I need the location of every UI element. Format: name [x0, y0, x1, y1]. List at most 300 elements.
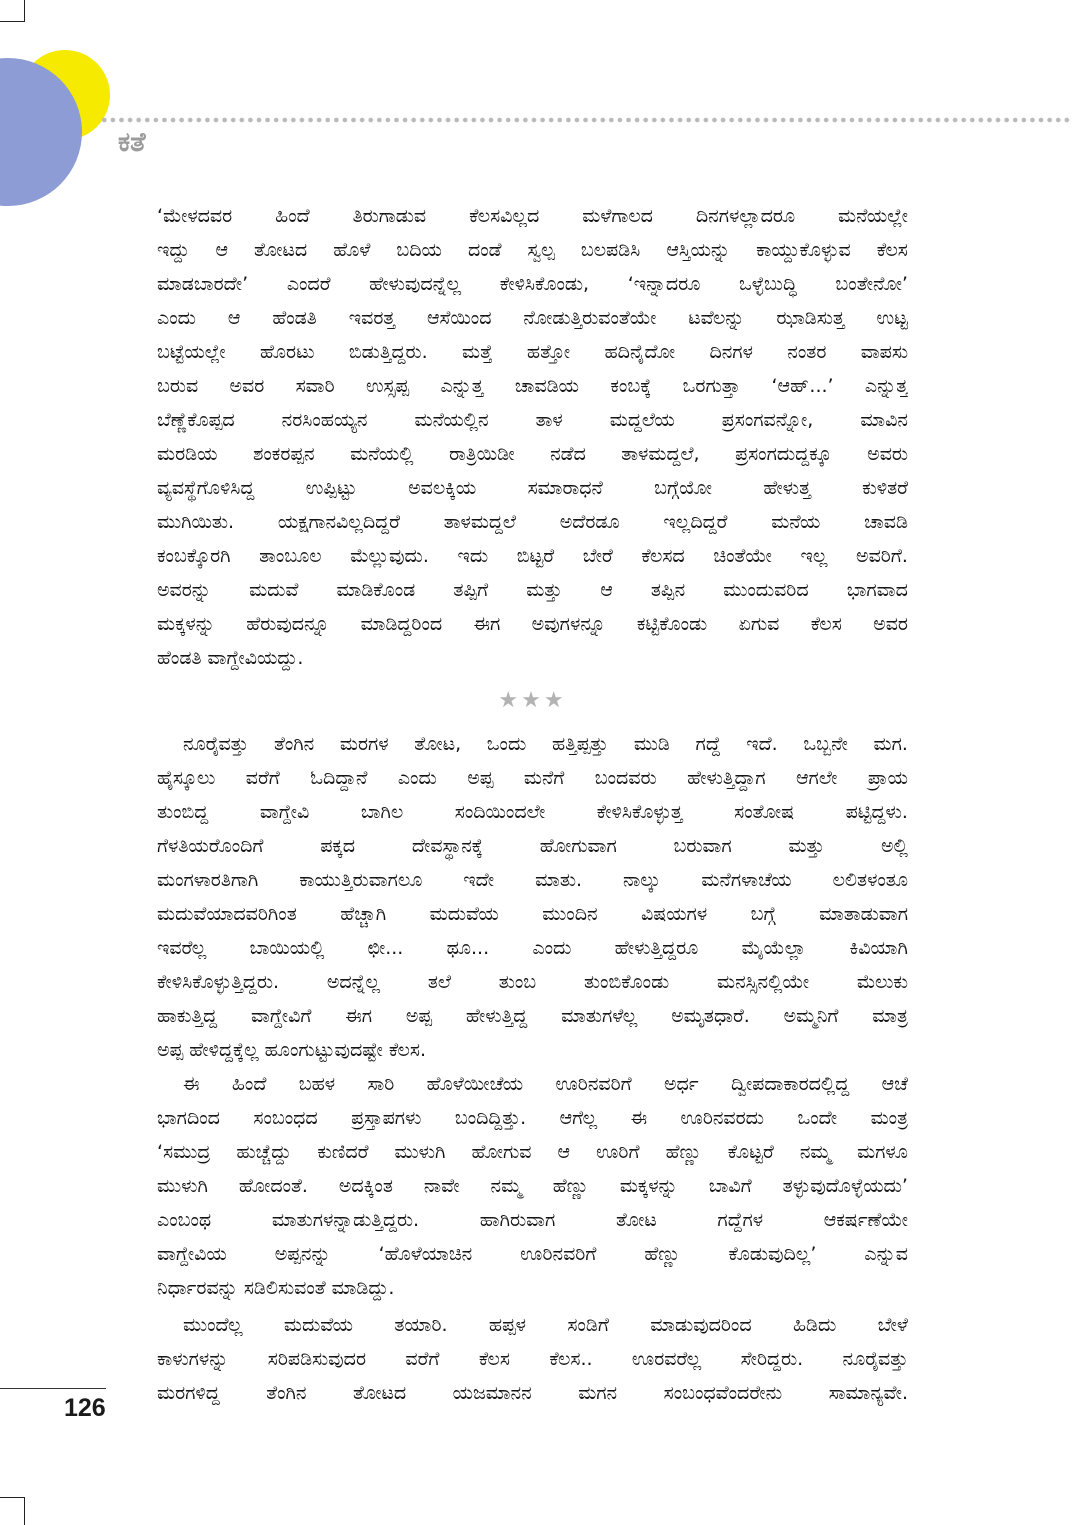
- word: ತೆಂಗಿನ: [274, 733, 315, 755]
- word: ಬಲಪಡಿಸಿ: [580, 239, 641, 261]
- word: ತಪ್ಪಿನ: [650, 579, 686, 601]
- word: ತೋಟ: [615, 1209, 657, 1231]
- word: ದಂಡೆ: [467, 239, 502, 261]
- word: ‘ಸಮುದ್ರ: [157, 1141, 211, 1163]
- word: ಹೆಣ್ಣು: [644, 1243, 681, 1265]
- word: ಮನೆಗೆ: [523, 767, 565, 789]
- word: ಬಗ್ಗೆ: [750, 903, 776, 925]
- text-line: [157, 999, 908, 1033]
- word: ತೋಟದ: [353, 1382, 407, 1404]
- word: ನರಸಿಂಹಯ್ಯನ: [281, 409, 368, 431]
- word: ಈಗ: [345, 1005, 373, 1027]
- word: ಸಂಬಂಧವೆಂದರೇನು: [663, 1382, 783, 1404]
- word: ಮರಡಿಯ: [157, 443, 218, 465]
- word: ಮರಗಳ: [339, 733, 389, 755]
- text-line: ಅಪ್ಪ ಹೇಳಿದ್ದಕ್ಕೆಲ್ಲ ಹೂಂಗುಟ್ಟುವುದಷ್ಟೇ ಕೆಲಸ.: [157, 1039, 426, 1061]
- word: ಕೆಲಸದ: [641, 545, 685, 567]
- word: ಚಿಂತೆಯೇ: [713, 545, 772, 567]
- word: ಹೇಳುತ್ತಿದ್ದಾಗ: [687, 767, 766, 789]
- text-line: [157, 795, 908, 829]
- word: ಮನಸ್ಸಿನಲ್ಲಿಯೇ: [717, 971, 810, 993]
- word: ನಂತರ: [787, 341, 827, 363]
- text-line: [157, 897, 908, 931]
- word: ಮುಗಿಯಿತು.: [157, 511, 235, 533]
- word: ಮದ್ದಲೆಯ: [609, 409, 675, 431]
- word: ತಿರುಗಾಡುವ: [352, 205, 427, 227]
- word: ಮಂತ್ರ: [870, 1107, 908, 1129]
- crop-mark-bottom-left: [24, 1497, 25, 1525]
- word: ತೋಟದ: [254, 239, 308, 261]
- word: ಭಾಗದಿಂದ: [157, 1107, 220, 1129]
- word: ರಾತ್ರಿಯಿಡೀ: [449, 443, 515, 465]
- text-line: [157, 931, 908, 965]
- word: ಕೊಟ್ಟರೆ: [727, 1141, 774, 1163]
- word: ಮೆಲುಕು: [856, 971, 908, 993]
- text-line: [157, 539, 908, 573]
- word: ಊರಿನವರಿಗೆ: [520, 1243, 597, 1265]
- word: ಉಪ್ಪಿಟ್ಟು: [305, 477, 357, 499]
- word: ಸಾಮಾನ್ಯವೇ.: [828, 1382, 908, 1404]
- word: ಬಂದವರು: [594, 767, 657, 789]
- word: ಹೆಚ್ಚಾಗಿ: [340, 903, 387, 925]
- word: ಇದೆ.: [746, 733, 778, 755]
- word: ಕುಳಿತರೆ: [862, 477, 908, 499]
- word: ಹೆಣ್ಣು: [665, 1141, 702, 1163]
- word: ಪಕ್ಕದ: [320, 835, 356, 857]
- word: ತುಂಬಿದ್ದ: [157, 801, 209, 823]
- word: ಮುಳುಗಿ: [157, 1175, 208, 1197]
- word: ಮಳೆಗಾಲದ: [582, 205, 653, 227]
- word: ಉಟ್ಟ: [876, 307, 908, 329]
- word: ಮಕ್ಕಳನ್ನು: [157, 613, 215, 635]
- paragraph: [157, 1067, 908, 1305]
- word: ಬೆಣ್ಣೆಕೊಪ್ಪದ: [157, 409, 235, 431]
- word: ಮನೆಯಲ್ಲೇ: [838, 205, 908, 227]
- word: ಹೋಗುವ: [471, 1141, 532, 1163]
- word: ಬರುವ: [157, 375, 199, 397]
- word: ಮಗಳೂ: [857, 1141, 908, 1163]
- crop-mark-top-left: [0, 21, 25, 22]
- word: ಹಾಕುತ್ತಿದ್ದ: [157, 1005, 218, 1027]
- text-line: [157, 369, 908, 403]
- word: ಗದ್ದೆ: [695, 733, 721, 755]
- word: ಮಾತ್ರ: [872, 1005, 908, 1027]
- word: ತಯಾರಿ.: [394, 1314, 448, 1336]
- word: ಇದ್ದು: [157, 239, 190, 261]
- word: ಅಲ್ಲಿ: [881, 835, 908, 857]
- word: ಮರಗಳಿದ್ದ: [157, 1382, 220, 1404]
- word: ಕಾಯುತ್ತಿರುವಾಗಲೂ: [299, 869, 423, 891]
- text-line: [157, 727, 908, 761]
- word: ಆಚೆ: [881, 1073, 908, 1095]
- word: ಬಿಟ್ಟರೆ: [516, 545, 555, 567]
- word: ಅಮ್ಮನಿಗೆ: [783, 1005, 839, 1027]
- word: ಸಂತೋಷ: [734, 801, 795, 823]
- word: ವರೆಗೆ: [405, 1348, 440, 1370]
- section-label: ಕತೆ: [118, 127, 146, 158]
- word: ತಪ್ಪಿಗೆ: [453, 579, 489, 601]
- word: ಹೋದಂತೆ.: [238, 1175, 308, 1197]
- word: ಬೇಳೆ: [877, 1314, 908, 1336]
- word: ನಾವೇ: [423, 1175, 460, 1197]
- word: ಶಂಕರಪ್ಪನ: [252, 443, 315, 465]
- word: ಬಂದಿದ್ದಿತ್ತು.: [454, 1107, 527, 1129]
- text-line: [157, 437, 908, 471]
- word: ತಾಳ: [535, 409, 563, 431]
- word: ಇವರತ್ತ: [348, 307, 396, 329]
- text-line: [157, 1169, 908, 1203]
- word: ಹಾಗಿರುವಾಗ: [479, 1209, 556, 1231]
- paragraph: [157, 1308, 908, 1410]
- word: ಆಗೆಲ್ಲ: [559, 1107, 598, 1129]
- word: ತಲೆ: [427, 971, 451, 993]
- text-line: [157, 863, 908, 897]
- word: ಮಕ್ಕಳನ್ನು: [619, 1175, 678, 1197]
- word: ಟವೆಲನ್ನು: [688, 307, 745, 329]
- word: ಪ್ರಾಯ: [867, 767, 908, 789]
- word: ಹೊಳೆಯೀಚೆಯ: [426, 1073, 524, 1095]
- word: ‘ಹೊಳೆಯಾಚಿನ: [378, 1243, 473, 1265]
- word: ಮಾತುಗಳೆಲ್ಲ: [561, 1005, 638, 1027]
- word: ಮನೆಯಲ್ಲಿನ: [414, 409, 489, 431]
- word: ನೂರೈವತ್ತು: [183, 733, 249, 755]
- paragraph: [157, 727, 908, 1067]
- word: ಹೆಂಡತಿ: [272, 307, 317, 329]
- word: ಕೇಳಿಸಿಕೊಂಡು,: [499, 273, 590, 295]
- word: ಅದನ್ನೆಲ್ಲ: [326, 971, 381, 993]
- text-line: [157, 403, 908, 437]
- word: ಸಮಾರಾಧನೆ: [527, 477, 603, 499]
- word: ಅವಲಕ್ಕಿಯ: [408, 477, 477, 499]
- word: ಮದುವೆಯ: [283, 1314, 353, 1336]
- word: ಅಪ್ಪ: [467, 767, 494, 789]
- word: ಗದ್ದೆಗಳ: [717, 1209, 764, 1231]
- text-line: ಹೆಂಡತಿ ವಾಗ್ದೇವಿಯದ್ದು.: [157, 647, 304, 669]
- word: ಇದು: [457, 545, 489, 567]
- word: ಉಸ್ಸಪ್ಪ: [365, 375, 410, 397]
- word: ‘ಇನ್ನಾದರೂ: [627, 273, 701, 295]
- word: ವಿಷಯಗಳ: [641, 903, 708, 925]
- word: ಮಾಡಿದ್ದರಿಂದ: [360, 613, 443, 635]
- word: ಇವರೆಲ್ಲ: [157, 937, 207, 959]
- word: ಮೈಯೆಲ್ಲಾ: [741, 937, 807, 959]
- word: ಹತ್ತಿಪ್ಪತ್ತು: [551, 733, 609, 755]
- word: ತಳ್ಳುವುದೊಳ್ಳೆಯದು’: [782, 1175, 908, 1197]
- word: ಪ್ರಸಂಗವನ್ನೋ,: [721, 409, 814, 431]
- word: ಹೆರುವುದನ್ನೂ: [246, 613, 330, 635]
- word: ಮಂಗಳಾರತಿಗಾಗಿ: [157, 869, 259, 891]
- word: ಕಂಬಕ್ಕೊರಗಿ: [157, 545, 231, 567]
- word: ಭಾಗವಾದ: [846, 579, 908, 601]
- text-line: [157, 505, 908, 539]
- page-number: 126: [64, 1394, 106, 1422]
- word: ಮಗ.: [873, 733, 908, 755]
- word: ಏಗುವ: [738, 613, 780, 635]
- word: ಅದೆರಡೂ: [559, 511, 620, 533]
- word: ವಾಗ್ದೇವಿ: [259, 801, 310, 823]
- word: ಕೆಲಸವಿಲ್ಲದ: [469, 205, 540, 227]
- word: ಒಂದು: [486, 733, 527, 755]
- story-column: [157, 199, 908, 1410]
- word: ಸಾರಿ: [367, 1073, 395, 1095]
- word: ನಡೆದ: [550, 443, 586, 465]
- word: ಮುಳುಗಿ: [394, 1141, 446, 1163]
- word: ದಿನಗಳ: [709, 341, 753, 363]
- word: ಕೇಳಿಸಿಕೊಳ್ಳುತ್ತ: [596, 801, 683, 823]
- word: ಹೋಗುವಾಗ: [539, 835, 617, 857]
- word: ಮಾತಾಡುವಾಗ: [819, 903, 908, 925]
- word: ಮದುವೆ: [249, 579, 299, 601]
- word: ತಾಂಬೂಲ: [259, 545, 322, 567]
- word: ಛೀ...: [367, 937, 404, 959]
- word: ಕೆಲಸ: [810, 613, 842, 635]
- text-line: [157, 1203, 908, 1237]
- word: ಎಂದು: [157, 307, 196, 329]
- word: ಬರುವಾಗ: [673, 835, 732, 857]
- word: ಕಟ್ಟಿಕೊಂಡು: [636, 613, 708, 635]
- word: ಹೆಣ್ಣು: [552, 1175, 589, 1197]
- word: ತುಂಬಿಕೊಂಡು: [583, 971, 670, 993]
- word: ಮತ್ತು: [526, 579, 563, 601]
- word: ನಮ್ಮ: [799, 1141, 832, 1163]
- word: ಸ್ವಲ್ಪ: [527, 239, 555, 261]
- word: ಈ: [183, 1073, 200, 1095]
- word: ಗೆಳತಿಯರೊಂದಿಗೆ: [157, 835, 264, 857]
- word: ಬಟ್ಟೆಯಲ್ಲೇ: [157, 341, 226, 363]
- word: ಮನೆಯಲ್ಲಿ: [350, 443, 414, 465]
- word: ಝಾಡಿಸುತ್ತ: [776, 307, 845, 329]
- word: ಕೇಳಿಸಿಕೊಳ್ಳುತ್ತಿದ್ದರು.: [157, 971, 280, 993]
- word: ಕುಣಿದರೆ: [317, 1141, 369, 1163]
- word: ಯಕ್ಷಗಾನವಿಲ್ಲದಿದ್ದರೆ: [277, 511, 400, 533]
- text-line: [157, 1376, 908, 1410]
- word: ಸಂಬಂಧದ: [253, 1107, 318, 1129]
- word: ಅಮೃತಧಾರೆ.: [671, 1005, 750, 1027]
- word: ದ್ವೀಪದಾಕಾರದಲ್ಲಿದ್ದ: [731, 1073, 850, 1095]
- word: ಹೈಸ್ಕೂಲು: [157, 767, 216, 789]
- dotted-rule: [100, 117, 1072, 123]
- text-line: ನಿರ್ಧಾರವನ್ನು ಸಡಿಲಿಸುವಂತೆ ಮಾಡಿದ್ದು.: [157, 1277, 395, 1299]
- word: ಯಜಮಾನನ: [452, 1382, 532, 1404]
- word: ಕಿವಿಯಾಗಿ: [849, 937, 908, 959]
- word: ಒಳ್ಳೆಬುದ್ಧಿ: [739, 273, 797, 295]
- text-line: [157, 965, 908, 999]
- word: ಎಂದು: [532, 937, 572, 959]
- word: ಈ: [630, 1107, 648, 1129]
- word: ಆಸ್ತಿಯನ್ನು: [666, 239, 731, 261]
- word: ಇದೇ: [463, 869, 495, 891]
- word: ಅಪ್ಪ: [405, 1005, 432, 1027]
- word: ಆಸೆಯಿಂದ: [427, 307, 492, 329]
- word: ಹುಚ್ಚೆದ್ದು: [236, 1141, 292, 1163]
- word: ಮುಂದುವರಿದ: [723, 579, 809, 601]
- word: ಮಾತು.: [535, 869, 583, 891]
- crop-mark-top-left: [24, 0, 25, 22]
- word: ತೆಂಗಿನ: [266, 1382, 307, 1404]
- word: ಮಾಡಬಾರದೇ’: [157, 273, 249, 295]
- paragraph: [157, 199, 908, 675]
- word: ಮುಂದಿನ: [542, 903, 598, 925]
- word: ದಿನಗಳಲ್ಲಾದರೂ: [695, 205, 796, 227]
- word: ಮತ್ತು: [788, 835, 825, 857]
- word: ಹಪ್ಪಳ: [488, 1314, 526, 1336]
- word: ಊರಿಗೆ: [596, 1141, 640, 1163]
- word: ಬೇರೆ: [582, 545, 613, 567]
- word: ನಮ್ಮ: [490, 1175, 522, 1197]
- word: ಅವರು: [867, 443, 908, 465]
- word: ಕಾಯ್ದುಕೊಳ್ಳುವ: [756, 239, 851, 261]
- word: ವಾಗ್ದೇವಿಯ: [157, 1243, 227, 1265]
- text-line: [157, 1067, 908, 1101]
- word: ಹಿಂದೆ: [231, 1073, 267, 1095]
- word: ಬಿಡುತ್ತಿದ್ದರು.: [348, 341, 428, 363]
- word: ಎನ್ನುತ್ತ: [440, 375, 484, 397]
- word: ಊರಿನವರದು: [680, 1107, 764, 1129]
- word: ಊರವರೆಲ್ಲ: [631, 1348, 702, 1370]
- word: ಸವಾರಿ: [295, 375, 335, 397]
- word: ಹೊರಟು: [259, 341, 315, 363]
- text-line: [157, 335, 908, 369]
- word: ಈಗ: [473, 613, 501, 635]
- word: ಹೇಳುವುದನ್ನೆಲ್ಲ: [369, 273, 462, 295]
- word: ಮದುವೆಯಾದವರಿಗಿಂತ: [157, 903, 297, 925]
- word: ಹೊಳೆ: [333, 239, 371, 261]
- word: ಆಕರ್ಷಣೆಯೇ: [823, 1209, 908, 1231]
- word: ಮಾತುಗಳನ್ನಾಡುತ್ತಿದ್ದರು.: [271, 1209, 420, 1231]
- word: ಮನೆಯ: [771, 511, 821, 533]
- word: ಚಾವಡಿ: [864, 511, 908, 533]
- word: ಮೆಲ್ಲುವುದು.: [350, 545, 429, 567]
- word: ಒಬ್ಬನೇ: [803, 733, 848, 755]
- word: ಬಹಳ: [298, 1073, 336, 1095]
- word: ಥೂ...: [446, 937, 490, 959]
- word: ಇಲ್ಲದಿದ್ದರೆ: [663, 511, 728, 533]
- word: ಮತ್ತೆ: [462, 341, 493, 363]
- text-line: [157, 267, 908, 301]
- text-line: [157, 1308, 908, 1342]
- text-line: [157, 1135, 908, 1169]
- word: ನಾಲ್ಕು: [623, 869, 661, 891]
- word: ಬಗ್ಗೆಯೋ: [654, 477, 712, 499]
- word: ಕೆಲಸ..: [549, 1348, 593, 1370]
- scene-break-stars: ★★★: [498, 688, 567, 713]
- word: ಸಂಡಿಗೆ: [567, 1314, 609, 1336]
- text-line: [157, 1237, 908, 1271]
- word: ಮಗನ: [578, 1382, 618, 1404]
- word: ಹದಿನೈದೋ: [604, 341, 676, 363]
- word: ಅವರ: [229, 375, 265, 397]
- word: ವಾಗ್ದೇವಿಗೆ: [250, 1005, 312, 1027]
- word: ಮನೆಗಳಾಚೆಯ: [701, 869, 792, 891]
- word: ಅವರ: [873, 613, 908, 635]
- word: ಹೇಳುತ್ತಿದ್ದರೂ: [614, 937, 699, 959]
- word: ಸಂದಿಯಿಂದಲೇ: [454, 801, 546, 823]
- word: ಒರಗುತ್ತಾ: [682, 375, 741, 397]
- word: ಲಲಿತಳಂತೂ: [832, 869, 908, 891]
- word: ಮಾಡುವುದರಿಂದ: [650, 1314, 752, 1336]
- text-line: [157, 301, 908, 335]
- word: ಆಗಲೇ: [796, 767, 838, 789]
- text-line: [157, 233, 908, 267]
- word: ನೂರೈವತ್ತು: [842, 1348, 908, 1370]
- word: ಆ: [227, 307, 241, 329]
- footer-rule: [0, 1388, 106, 1389]
- word: ಅವುಗಳನ್ನೂ: [531, 613, 606, 635]
- word: ಬಾಗಿಲ: [360, 801, 404, 823]
- word: ಮಾವಿನ: [860, 409, 908, 431]
- word: ಅಪ್ಪನನ್ನು: [274, 1243, 331, 1265]
- word: ಕೆಲಸ: [876, 239, 908, 261]
- word: ಎಂಬಂಥ: [157, 1209, 212, 1231]
- word: ಪಟ್ಟಿದ್ದಳು.: [845, 801, 908, 823]
- word: ಅವರಿಗೆ.: [856, 545, 908, 567]
- word: ಕೆಲಸ: [478, 1348, 510, 1370]
- word: ಹಿಡಿದು: [792, 1314, 837, 1336]
- word: ಆ: [600, 579, 613, 601]
- word: ಸರಿಪಡಿಸುವುದರ: [267, 1348, 366, 1370]
- text-line: [157, 829, 908, 863]
- word: ಆ: [215, 239, 228, 261]
- word: ಆ: [557, 1141, 571, 1163]
- word: ಸೇರಿದ್ದರು.: [740, 1348, 804, 1370]
- word: ಅವರನ್ನು: [157, 579, 211, 601]
- word: ಕೊಡುವುದಿಲ್ಲ’: [728, 1243, 817, 1265]
- word: ಅದಕ್ಕಿಂತ: [338, 1175, 393, 1197]
- text-line: [157, 1342, 908, 1376]
- word: ತುಂಬ: [498, 971, 537, 993]
- text-line: [157, 607, 908, 641]
- word: ವ್ಯವಸ್ಥೆಗೊಳಿಸಿದ್ದ: [157, 477, 255, 499]
- word: ಹತ್ತೋ: [526, 341, 571, 363]
- text-line: [157, 199, 908, 233]
- word: ಬಾಯಿಯಲ್ಲಿ: [249, 937, 325, 959]
- word: ‘ಆಹ್...’: [771, 375, 834, 397]
- word: ತಾಳಮದ್ದಲೆ: [443, 511, 516, 533]
- word: ಬಂತೇನೋ’: [835, 273, 908, 295]
- word: ಒಂದೇ: [797, 1107, 838, 1129]
- text-line: [157, 761, 908, 795]
- word: ಚಾವಡಿಯ: [514, 375, 580, 397]
- word: ತೋಟ,: [414, 733, 462, 755]
- word: ಎಂದರೆ: [286, 273, 331, 295]
- word: ಎಂದು: [397, 767, 437, 789]
- word: ದೇವಸ್ಥಾನಕ್ಕೆ: [411, 835, 483, 857]
- word: ವಾಪಸು: [860, 341, 908, 363]
- word: ಹೇಳುತ್ತಿದ್ದ: [465, 1005, 528, 1027]
- word: ಕಂಬಕ್ಕೆ: [610, 375, 652, 397]
- word: ಓದಿದ್ದಾನೆ: [310, 767, 368, 789]
- word: ಪ್ರಸಂಗದುದ್ದಕ್ಕೂ: [735, 443, 832, 465]
- word: ಊರಿನವರಿಗೆ: [555, 1073, 632, 1095]
- word: ‘ಮೇಳದವರ: [157, 205, 233, 227]
- crop-mark-bottom-left: [0, 1497, 25, 1498]
- word: ನೋಡುತ್ತಿರುವಂತೆಯೇ: [523, 307, 657, 329]
- word: ಮಾಡಿಕೊಂಡ: [336, 579, 416, 601]
- word: ಮುಂದೆಲ್ಲ: [183, 1314, 243, 1336]
- word: ಮುಡಿ: [633, 733, 670, 755]
- word: ಅರ್ಧ: [664, 1073, 699, 1095]
- word: ಇಲ್ಲ: [800, 545, 828, 567]
- word: ಹಿಂದೆ: [275, 205, 310, 227]
- word: ಹೇಳುತ್ತ: [763, 477, 811, 499]
- word: ವರೆಗೆ: [245, 767, 280, 789]
- word: ಬದಿಯ: [396, 239, 442, 261]
- word: ಕಾಳುಗಳನ್ನು: [157, 1348, 229, 1370]
- word: ಮದುವೆಯ: [429, 903, 499, 925]
- word: ಬಾವಿಗೆ: [708, 1175, 752, 1197]
- text-line: [157, 573, 908, 607]
- text-line: [157, 471, 908, 505]
